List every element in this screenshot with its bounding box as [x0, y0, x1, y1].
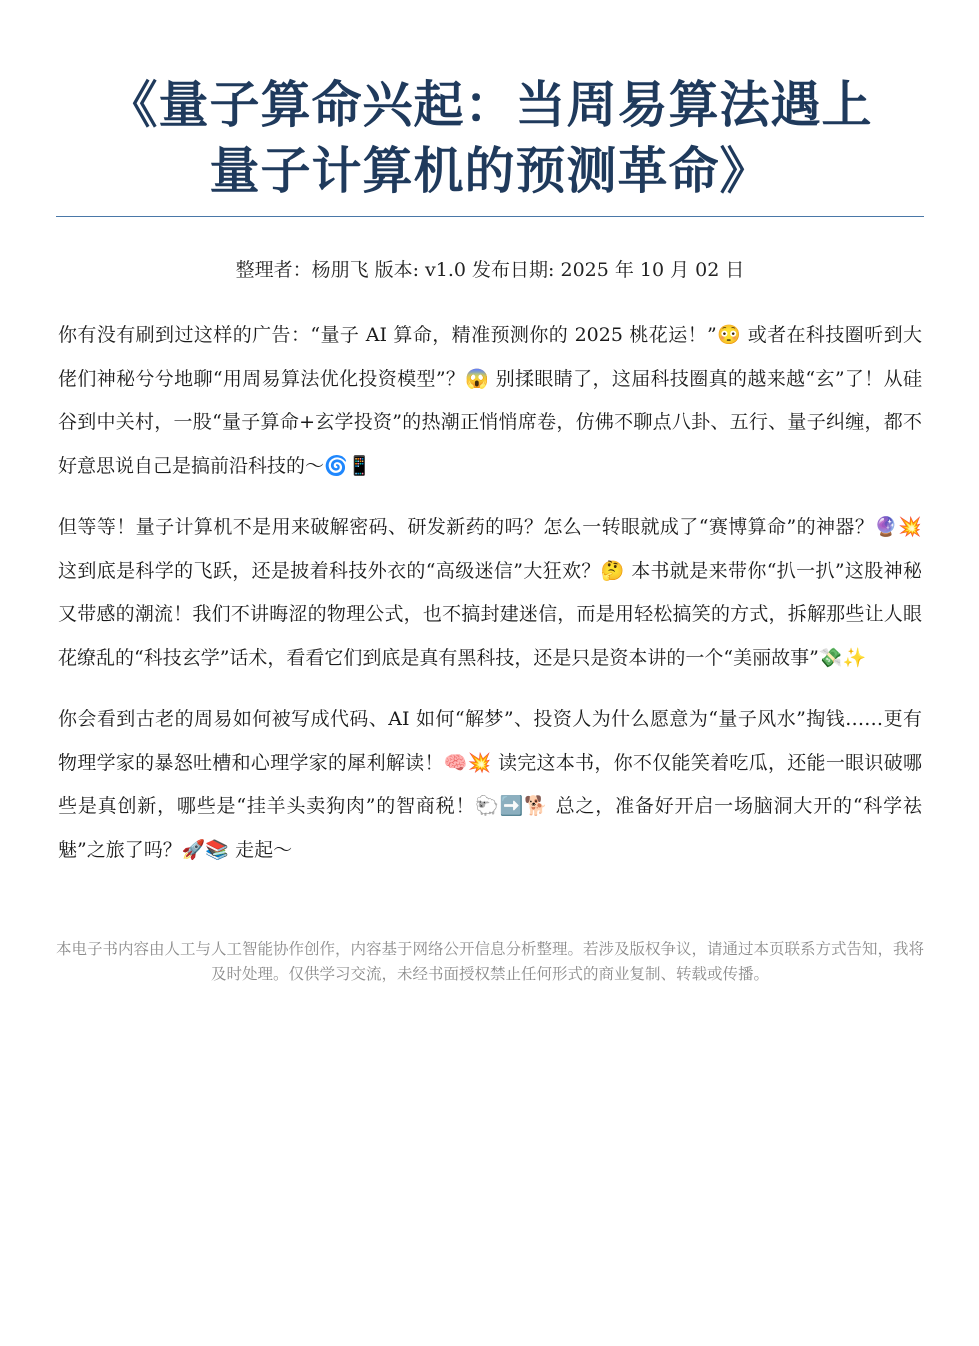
- document-meta: 整理者：杨朋飞 版本: v1.0 发布日期: 2025 年 10 月 02 日: [235, 259, 745, 281]
- document-body: [58, 314, 922, 890]
- title-divider: [56, 216, 924, 217]
- paragraph-1: 你有没有刷到过这样的广告：“量子 AI 算命，精准预测你的 2025 桃花运！”😳 或者在科技圈听到大佬们神秘兮兮地聊“用周易算法优化投资模型”？😱 别揉眼睛了，这届科技圈真的越来越“玄”了！从硅谷到中关村，一股“量子算命+玄学投资”的热潮正悄悄席卷，仿佛不聊点八卦、五行、量子纠缠，都不好意思说自己是搞前沿科技的～🌀📱: [58, 324, 922, 477]
- copyright-notice: 本电子书内容由人工与人工智能协作创作，内容基于网络公开信息分析整理。若涉及版权争议，请通过本页联系方式告知，我将及时处理。仅供学习交流，未经书面授权禁止任何形式的商业复制、转载或传播。: [56, 940, 925, 983]
- document-title: [56, 72, 924, 204]
- title-line-2: 量子计算机的预测革命》: [209, 142, 771, 200]
- title-line-1: 《量子算命兴起：当周易算法遇上: [107, 76, 873, 134]
- paragraph-2: 但等等！量子计算机不是用来破解密码、研发新药的吗？怎么一转眼就成了“赛博算命”的神器？🔮💥 这到底是科学的飞跃，还是披着科技外衣的“高级迷信”大狂欢？🤔 本书就是来带你“扒一扒”这股神秘又带感的潮流！我们不讲晦涩的物理公式，也不搞封建迷信，而是用轻松搞笑的方式，拆解那些让人眼花缭乱的“科技玄学”话术，看看它们到底是真有黑科技，还是只是资本讲的一个“美丽故事”💸✨: [58, 516, 922, 669]
- paragraph-3: 你会看到古老的周易如何被写成代码、AI 如何“解梦”、投资人为什么愿意为“量子风水”掏钱……更有物理学家的暴怒吐槽和心理学家的犀利解读！🧠💥 读完这本书，你不仅能笑着吃瓜，还能一眼识破哪些是真创新，哪些是“挂羊头卖狗肉”的智商税！🐑➡️🐕 总之，准备好开启一场脑洞大开的“科学祛魅”之旅了吗？🚀📚 走起～: [58, 708, 922, 861]
